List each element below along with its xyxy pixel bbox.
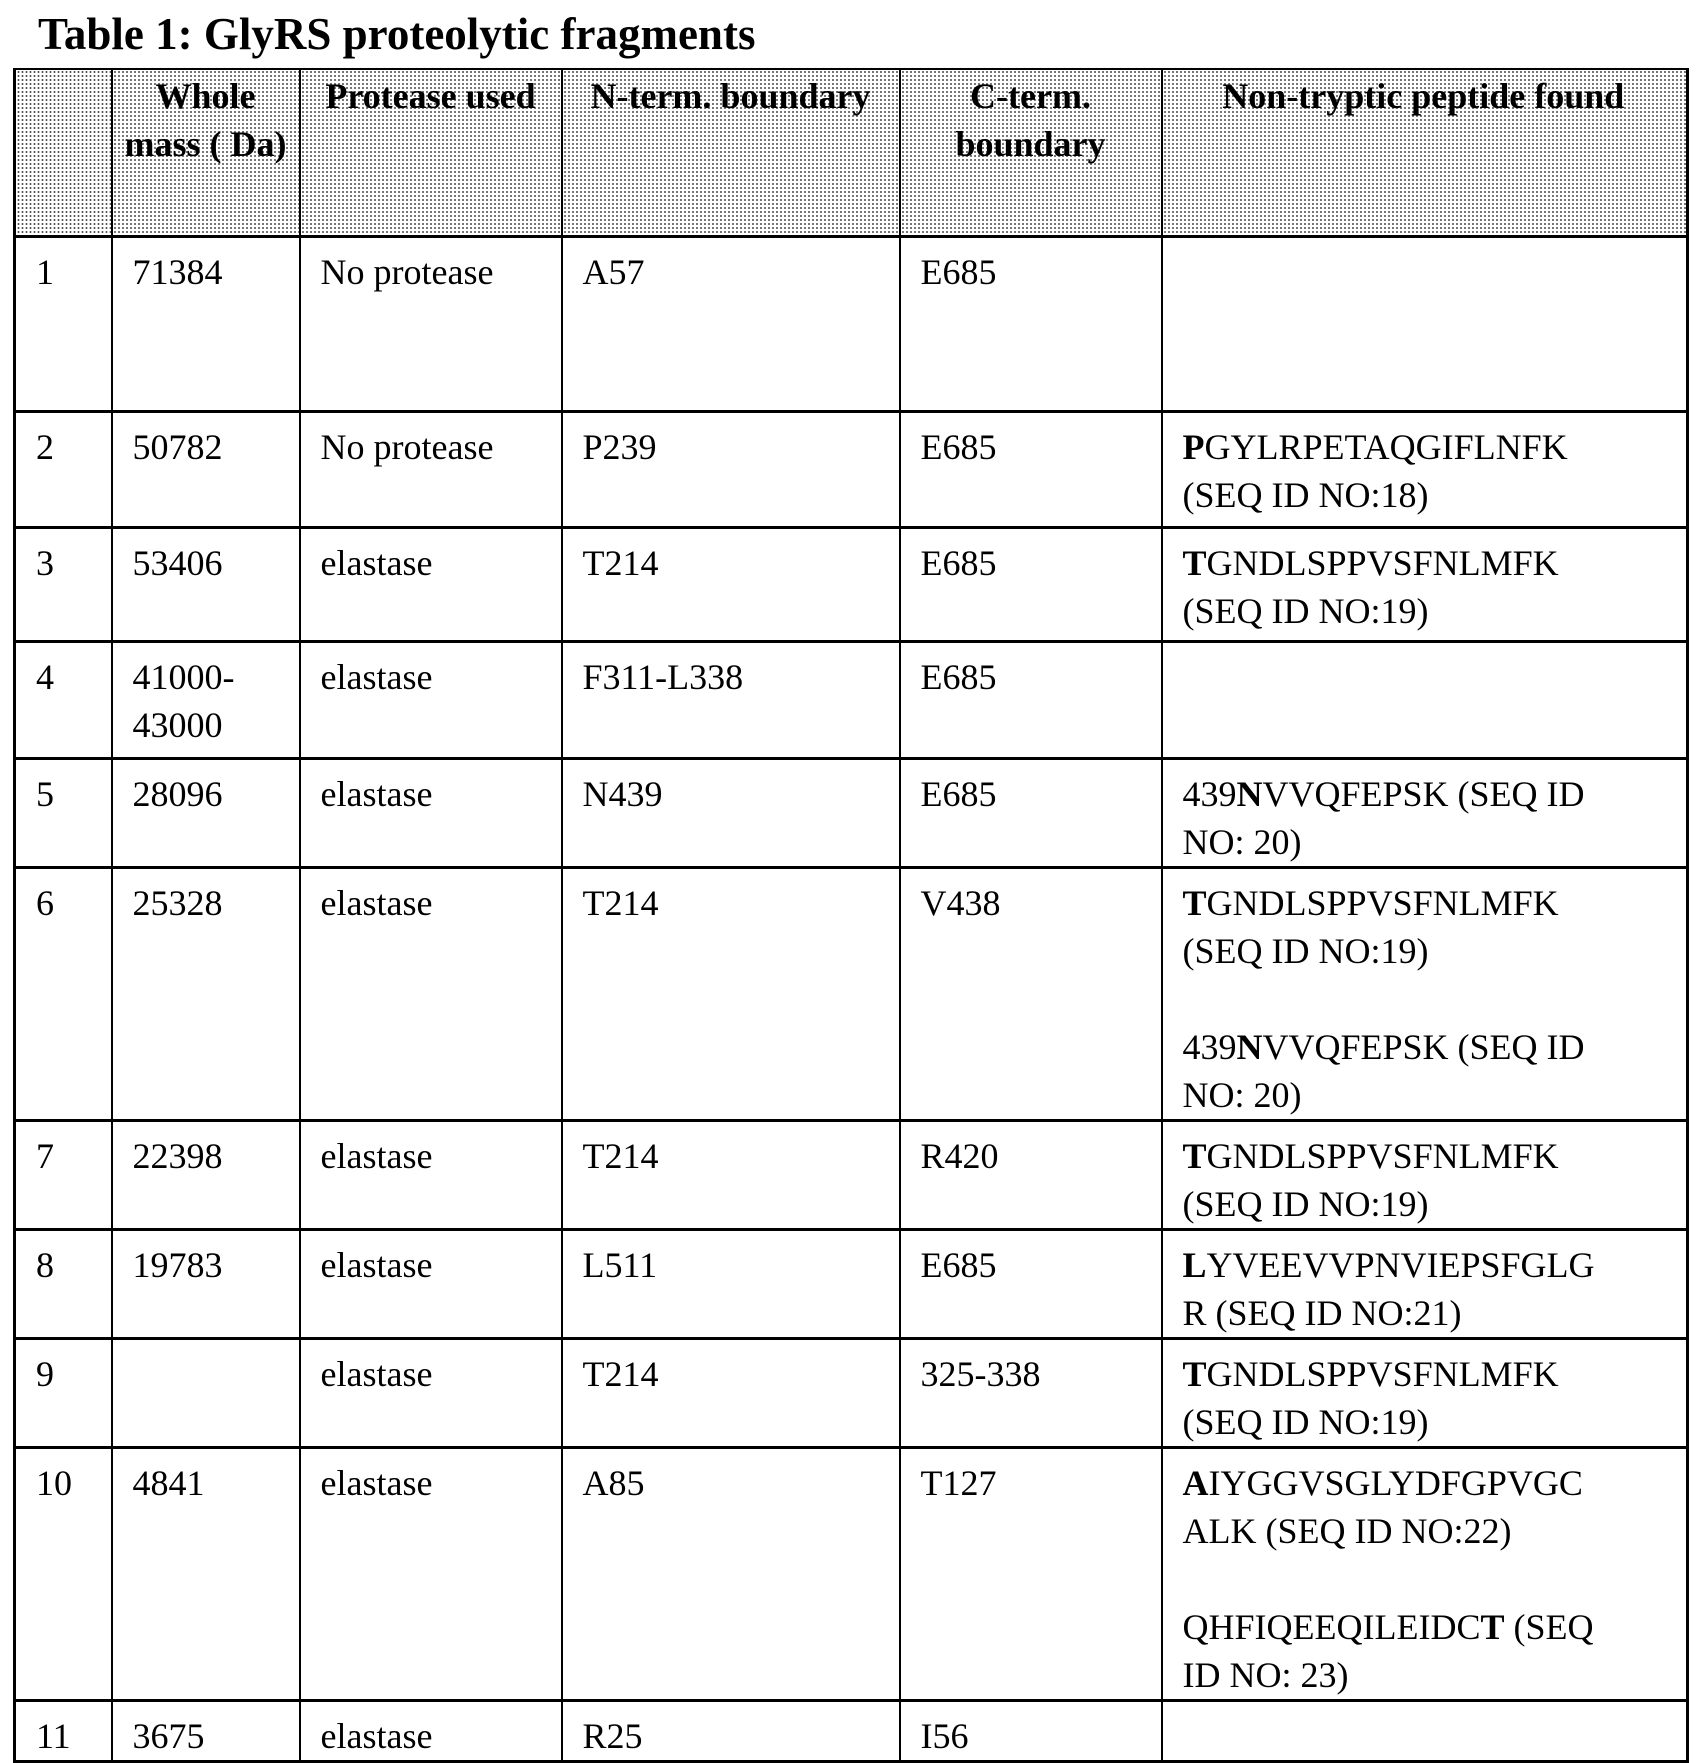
c-term-value: E685 xyxy=(921,427,997,467)
peptide-text: GNDLSPPVSFNLMFK xyxy=(1207,1354,1559,1394)
peptide-entry xyxy=(1183,539,1681,635)
peptide-entry xyxy=(1183,1132,1681,1228)
row-number: 9 xyxy=(36,1354,54,1394)
table-row xyxy=(15,237,1688,412)
cell-number xyxy=(15,1448,112,1701)
peptide-line xyxy=(1183,1180,1681,1228)
table-row xyxy=(15,1230,1688,1339)
cell-c-term xyxy=(900,1121,1162,1230)
cell-c-term xyxy=(900,1230,1162,1339)
c-term-value: I56 xyxy=(921,1716,969,1756)
peptide-entry xyxy=(1183,1241,1681,1337)
mass-value: 53406 xyxy=(133,539,299,587)
peptide-text: GNDLSPPVSFNLMFK xyxy=(1207,1136,1559,1176)
cell-protease xyxy=(300,642,562,759)
cell-whole-mass xyxy=(112,1230,300,1339)
cell-number xyxy=(15,1121,112,1230)
cleavage-residue: T xyxy=(1480,1607,1504,1647)
peptide-text: YVEEVVPNVIEPSFGLG xyxy=(1207,1245,1595,1285)
cleavage-residue: N xyxy=(1237,774,1263,814)
cell-peptide xyxy=(1162,528,1688,642)
protease-value: elastase xyxy=(321,883,433,923)
c-term-value: E685 xyxy=(921,657,997,697)
cell-n-term xyxy=(562,1701,900,1762)
cleavage-residue: L xyxy=(1183,1245,1207,1285)
protease-value: elastase xyxy=(321,657,433,697)
cell-n-term xyxy=(562,237,900,412)
peptide-line xyxy=(1183,471,1681,519)
peptide-text: (SEQ xyxy=(1504,1607,1593,1647)
cell-peptide xyxy=(1162,237,1688,412)
cell-whole-mass xyxy=(112,412,300,528)
peptide-entry xyxy=(1183,1459,1681,1555)
peptide-spacer xyxy=(1183,975,1681,1023)
cell-number xyxy=(15,1230,112,1339)
n-term-value: F311-L338 xyxy=(583,657,744,697)
cell-protease xyxy=(300,1339,562,1448)
peptide-line xyxy=(1183,1603,1681,1651)
peptide-line xyxy=(1183,1350,1681,1398)
protease-value: elastase xyxy=(321,774,433,814)
n-term-value: R25 xyxy=(583,1716,643,1756)
peptide-text: 439 xyxy=(1183,774,1237,814)
protease-value: elastase xyxy=(321,1716,433,1756)
cell-c-term xyxy=(900,1448,1162,1701)
c-term-value: 325-338 xyxy=(921,1354,1041,1394)
header-peptide xyxy=(1162,69,1688,237)
table-row xyxy=(15,412,1688,528)
row-number: 6 xyxy=(36,883,54,923)
header-whole-mass xyxy=(112,69,300,237)
table-row xyxy=(15,1339,1688,1448)
peptide-text: ID NO: 23) xyxy=(1183,1655,1349,1695)
n-term-value: P239 xyxy=(583,427,657,467)
cell-peptide xyxy=(1162,759,1688,868)
header-label: Whole mass ( Da) xyxy=(125,76,287,164)
cell-peptide xyxy=(1162,1339,1688,1448)
cell-number xyxy=(15,412,112,528)
c-term-value: E685 xyxy=(921,774,997,814)
table-row xyxy=(15,759,1688,868)
cell-protease xyxy=(300,1701,562,1762)
cell-peptide xyxy=(1162,1448,1688,1701)
mass-value: 41000- xyxy=(133,653,299,701)
peptide-text: GNDLSPPVSFNLMFK xyxy=(1207,883,1559,923)
peptide-text: VVQFEPSK (SEQ ID xyxy=(1263,1027,1585,1067)
n-term-value: N439 xyxy=(583,774,663,814)
peptide-spacer xyxy=(1183,1555,1681,1603)
cell-c-term xyxy=(900,1701,1162,1762)
peptide-text: ALK (SEQ ID NO:22) xyxy=(1183,1511,1512,1551)
cell-protease xyxy=(300,1121,562,1230)
table-title: Table 1: GlyRS proteolytic fragments xyxy=(38,4,755,64)
cleavage-residue: T xyxy=(1183,543,1207,583)
proteolytic-fragments-table xyxy=(13,68,1689,1763)
peptide-line xyxy=(1183,1507,1681,1555)
cell-whole-mass xyxy=(112,868,300,1121)
row-number: 8 xyxy=(36,1245,54,1285)
cell-number xyxy=(15,237,112,412)
cell-number xyxy=(15,1701,112,1762)
cleavage-residue: P xyxy=(1183,427,1205,467)
mass-value: 50782 xyxy=(133,423,299,471)
n-term-value: T214 xyxy=(583,1354,659,1394)
peptide-text: GYLRPETAQGIFLNFK xyxy=(1205,427,1568,467)
peptide-line xyxy=(1183,1023,1681,1071)
protease-value: elastase xyxy=(321,1463,433,1503)
table-row xyxy=(15,868,1688,1121)
header-row xyxy=(15,69,1688,237)
cell-c-term xyxy=(900,1339,1162,1448)
n-term-value: T214 xyxy=(583,1136,659,1176)
cell-protease xyxy=(300,1448,562,1701)
peptide-text: NO: 20) xyxy=(1183,822,1302,862)
protease-value: elastase xyxy=(321,543,433,583)
cleavage-residue: T xyxy=(1183,883,1207,923)
row-number: 7 xyxy=(36,1136,54,1176)
cell-protease xyxy=(300,868,562,1121)
peptide-line xyxy=(1183,1289,1681,1337)
peptide-text: IYGGVSGLYDFGPVGC xyxy=(1209,1463,1583,1503)
cell-n-term xyxy=(562,528,900,642)
cell-peptide xyxy=(1162,868,1688,1121)
peptide-text: (SEQ ID NO:19) xyxy=(1183,931,1429,971)
cell-n-term xyxy=(562,1339,900,1448)
cell-whole-mass xyxy=(112,1339,300,1448)
row-number: 1 xyxy=(36,252,54,292)
row-number: 11 xyxy=(36,1716,71,1756)
header-label: C-term. boundary xyxy=(955,76,1105,164)
table-row xyxy=(15,1121,1688,1230)
mass-value: 25328 xyxy=(133,879,299,927)
cell-n-term xyxy=(562,759,900,868)
cell-whole-mass xyxy=(112,1701,300,1762)
row-number: 2 xyxy=(36,427,54,467)
peptide-entry xyxy=(1183,1603,1681,1699)
peptide-text: 439 xyxy=(1183,1027,1237,1067)
peptide-text: (SEQ ID NO:19) xyxy=(1183,1402,1429,1442)
cell-protease xyxy=(300,237,562,412)
protease-value: elastase xyxy=(321,1245,433,1285)
table-row xyxy=(15,528,1688,642)
cell-n-term xyxy=(562,1230,900,1339)
peptide-text: (SEQ ID NO:18) xyxy=(1183,475,1429,515)
table-row xyxy=(15,642,1688,759)
table-row xyxy=(15,1701,1688,1762)
cell-whole-mass xyxy=(112,237,300,412)
peptide-entry xyxy=(1183,879,1681,975)
header-number xyxy=(15,69,112,237)
cell-c-term xyxy=(900,528,1162,642)
peptide-text: QHFIQEEQILEIDC xyxy=(1183,1607,1481,1647)
cell-peptide xyxy=(1162,642,1688,759)
c-term-value: E685 xyxy=(921,543,997,583)
cell-protease xyxy=(300,1230,562,1339)
table-row xyxy=(15,1448,1688,1701)
peptide-line xyxy=(1183,1651,1681,1699)
protease-value: elastase xyxy=(321,1354,433,1394)
cell-whole-mass xyxy=(112,642,300,759)
peptide-text: NO: 20) xyxy=(1183,1075,1302,1115)
cell-protease xyxy=(300,759,562,868)
peptide-text: VVQFEPSK (SEQ ID xyxy=(1263,774,1585,814)
cell-peptide xyxy=(1162,412,1688,528)
peptide-line xyxy=(1183,1071,1681,1119)
cleavage-residue: T xyxy=(1183,1136,1207,1176)
mass-value: 4841 xyxy=(133,1459,299,1507)
cell-number xyxy=(15,759,112,868)
peptide-line xyxy=(1183,927,1681,975)
cell-c-term xyxy=(900,412,1162,528)
n-term-value: A57 xyxy=(583,252,645,292)
peptide-text: GNDLSPPVSFNLMFK xyxy=(1207,543,1559,583)
cell-whole-mass xyxy=(112,1448,300,1701)
cell-whole-mass xyxy=(112,528,300,642)
header-label: Non-tryptic peptide found xyxy=(1222,76,1624,116)
row-number: 4 xyxy=(36,657,54,697)
cell-whole-mass xyxy=(112,1121,300,1230)
protease-value: No protease xyxy=(321,252,494,292)
peptide-entry xyxy=(1183,1350,1681,1446)
mass-value: 19783 xyxy=(133,1241,299,1289)
cell-n-term xyxy=(562,1448,900,1701)
peptide-text: (SEQ ID NO:19) xyxy=(1183,1184,1429,1224)
header-label: Protease used xyxy=(325,76,535,116)
header-c-term xyxy=(900,69,1162,237)
c-term-value: E685 xyxy=(921,252,997,292)
n-term-value: A85 xyxy=(583,1463,645,1503)
cell-whole-mass xyxy=(112,759,300,868)
cell-number xyxy=(15,868,112,1121)
peptide-line xyxy=(1183,1241,1681,1289)
cleavage-residue: A xyxy=(1183,1463,1209,1503)
cell-protease xyxy=(300,528,562,642)
mass-value: 3675 xyxy=(133,1712,299,1760)
cell-n-term xyxy=(562,642,900,759)
mass-value: 71384 xyxy=(133,248,299,296)
mass-value: 22398 xyxy=(133,1132,299,1180)
protease-value: No protease xyxy=(321,427,494,467)
header-protease xyxy=(300,69,562,237)
n-term-value: T214 xyxy=(583,543,659,583)
mass-value: 28096 xyxy=(133,770,299,818)
row-number: 10 xyxy=(36,1463,72,1503)
cell-number xyxy=(15,642,112,759)
cleavage-residue: N xyxy=(1237,1027,1263,1067)
cell-peptide xyxy=(1162,1121,1688,1230)
n-term-value: L511 xyxy=(583,1245,658,1285)
row-number: 3 xyxy=(36,543,54,583)
cell-peptide xyxy=(1162,1230,1688,1339)
cell-n-term xyxy=(562,1121,900,1230)
peptide-entry xyxy=(1183,770,1681,866)
peptide-entry xyxy=(1183,423,1681,519)
peptide-line xyxy=(1183,1398,1681,1446)
cell-c-term xyxy=(900,868,1162,1121)
header-n-term xyxy=(562,69,900,237)
cell-number xyxy=(15,528,112,642)
cell-c-term xyxy=(900,237,1162,412)
peptide-line xyxy=(1183,818,1681,866)
peptide-text: R (SEQ ID NO:21) xyxy=(1183,1293,1462,1333)
cleavage-residue: T xyxy=(1183,1354,1207,1394)
cell-n-term xyxy=(562,868,900,1121)
peptide-entry xyxy=(1183,1023,1681,1119)
c-term-value: T127 xyxy=(921,1463,997,1503)
peptide-text: (SEQ ID NO:19) xyxy=(1183,591,1429,631)
cell-n-term xyxy=(562,412,900,528)
c-term-value: V438 xyxy=(921,883,1001,923)
peptide-line xyxy=(1183,1459,1681,1507)
peptide-line xyxy=(1183,1132,1681,1180)
row-number: 5 xyxy=(36,774,54,814)
peptide-line xyxy=(1183,770,1681,818)
cell-protease xyxy=(300,412,562,528)
peptide-line xyxy=(1183,879,1681,927)
protease-value: elastase xyxy=(321,1136,433,1176)
c-term-value: E685 xyxy=(921,1245,997,1285)
peptide-line xyxy=(1183,423,1681,471)
header-label: N-term. boundary xyxy=(591,76,871,116)
cell-c-term xyxy=(900,642,1162,759)
cell-number xyxy=(15,1339,112,1448)
peptide-line xyxy=(1183,539,1681,587)
n-term-value: T214 xyxy=(583,883,659,923)
cell-peptide xyxy=(1162,1701,1688,1762)
cell-c-term xyxy=(900,759,1162,868)
c-term-value: R420 xyxy=(921,1136,999,1176)
peptide-line xyxy=(1183,587,1681,635)
mass-value: 43000 xyxy=(133,701,299,749)
